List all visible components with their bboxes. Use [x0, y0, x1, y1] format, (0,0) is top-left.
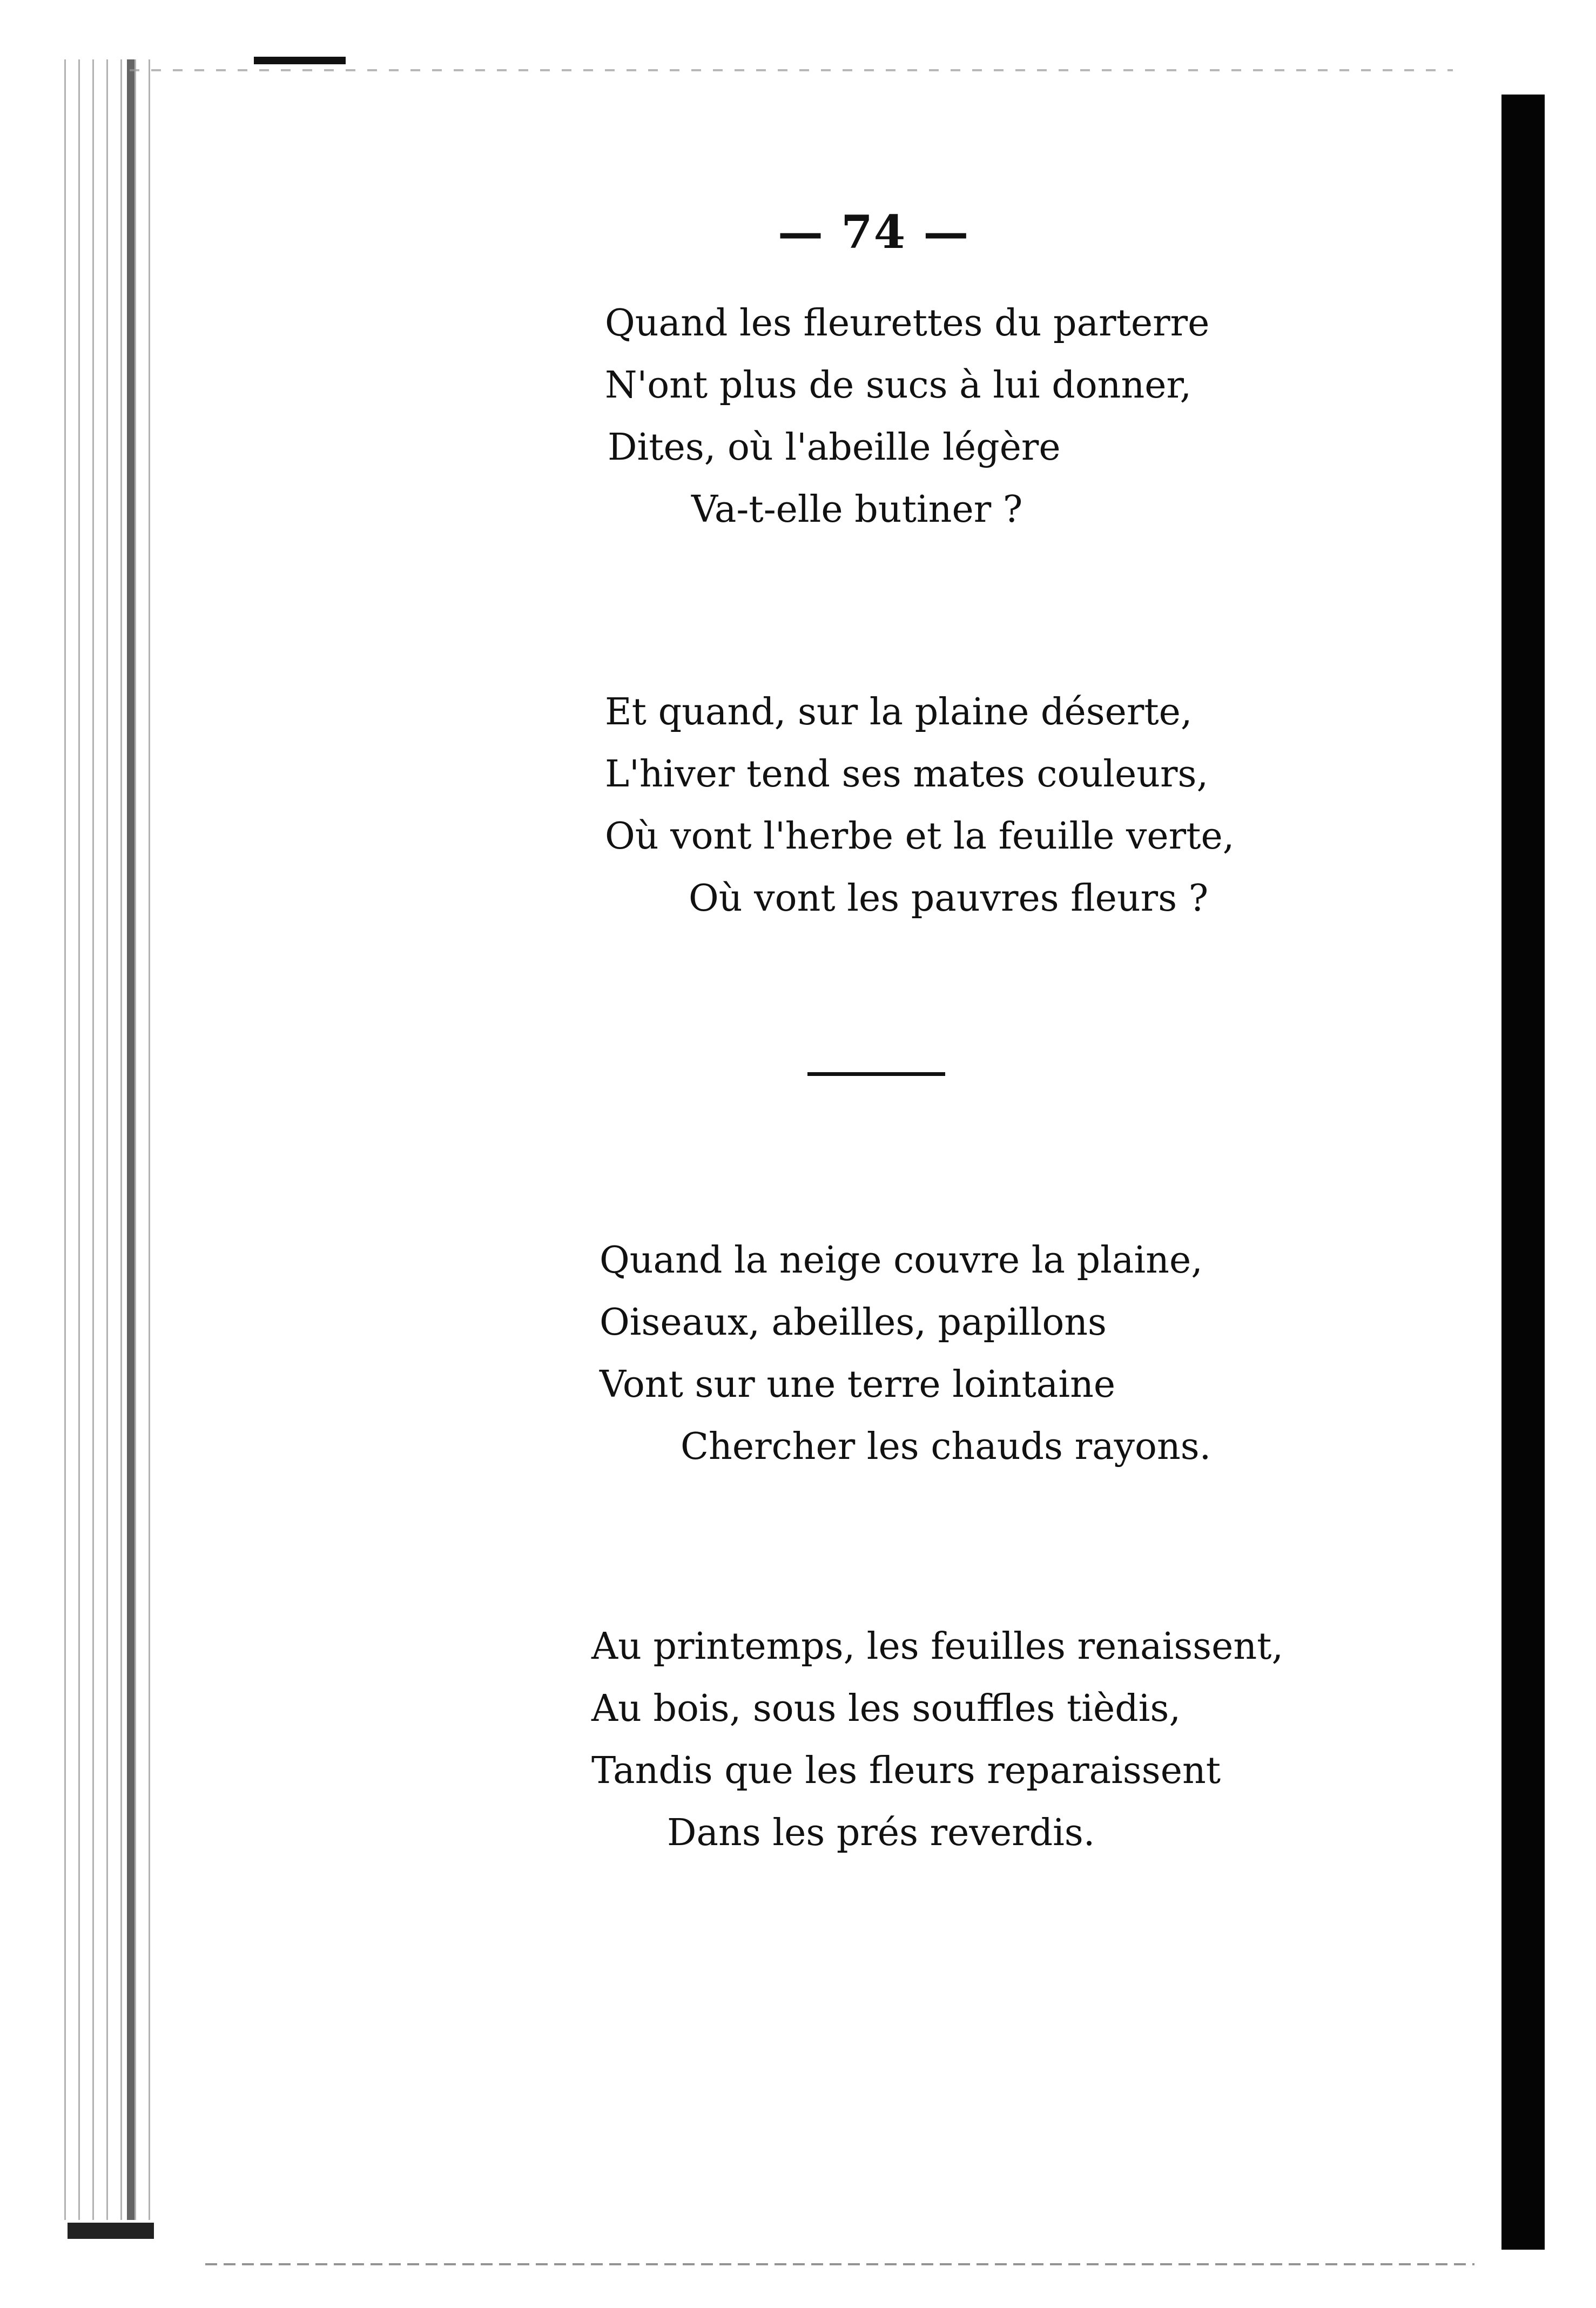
poem-line: N'ont plus de sucs à lui donner, [605, 364, 1192, 407]
page-number: — 74 — [778, 205, 970, 259]
poem-line: Au printemps, les feuilles renaissent, [591, 1625, 1284, 1668]
poem-line: Où vont les pauvres fleurs ? [689, 877, 1209, 920]
scanned-binding-edge [59, 59, 157, 2220]
poem-line: Oiseaux, abeilles, papillons [600, 1301, 1107, 1344]
poem-line: Dans les prés reverdis. [667, 1812, 1095, 1854]
poem-line: Dites, où l'abeille légère [608, 426, 1061, 469]
poem-line: Au bois, sous les souffles tièdis, [591, 1687, 1181, 1730]
poem-line: L'hiver tend ses mates couleurs, [605, 753, 1209, 796]
scan-top-mark [254, 57, 346, 64]
scan-right-dark-strip [1501, 95, 1545, 2250]
scan-top-line [130, 69, 1453, 71]
poem-line: Et quand, sur la plaine déserte, [605, 691, 1193, 734]
poem-line: Chercher les chauds rayons. [681, 1425, 1211, 1468]
poem-line: Quand la neige couvre la plaine, [600, 1239, 1203, 1282]
scan-bottom-block [68, 2223, 154, 2239]
poem-line: Va-t-elle butiner ? [691, 488, 1023, 531]
poem-line: Vont sur une terre lointaine [600, 1363, 1116, 1406]
poem-line: Quand les fleurettes du parterre [605, 302, 1210, 345]
poem-line: Où vont l'herbe et la feuille verte, [605, 815, 1235, 858]
section-divider-rule [807, 1072, 945, 1076]
scan-bottom-line [205, 2263, 1474, 2265]
poem-line: Tandis que les fleurs reparaissent [591, 1749, 1221, 1792]
binding-shadow-line [127, 59, 134, 2220]
